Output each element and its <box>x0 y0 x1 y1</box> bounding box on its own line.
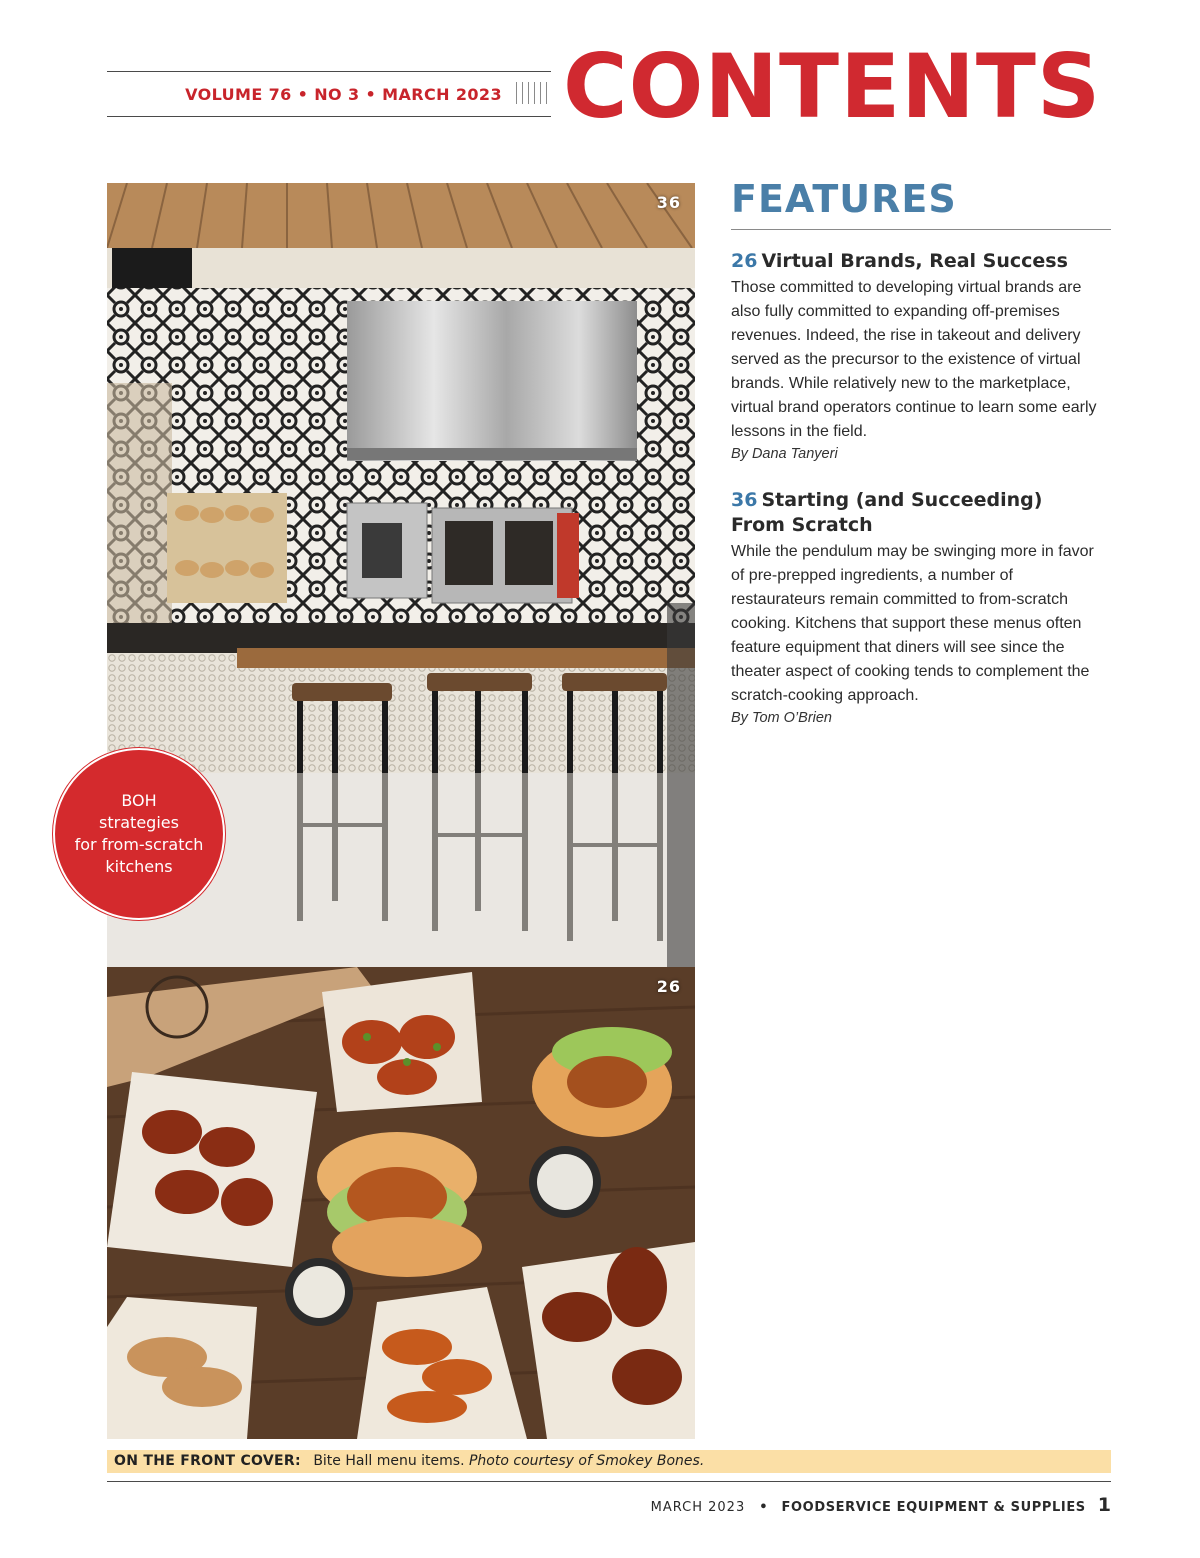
footer-publication: FOODSERVICE EQUIPMENT & SUPPLIES <box>781 1500 1086 1515</box>
feature-title[interactable] <box>731 488 1111 513</box>
page-number: 1 <box>1097 1494 1111 1516</box>
feature-title-text: Virtual Brands, Real Success <box>761 250 1068 272</box>
photo-page-tag-26: 26 <box>656 977 681 996</box>
photo-page-tag-36: 36 <box>656 193 681 212</box>
volume-issue-line: VOLUME 76 • NO 3 • MARCH 2023 <box>185 85 502 104</box>
masthead-rule-bottom <box>107 116 551 117</box>
decorative-ticks <box>516 82 552 106</box>
features-heading: FEATURES <box>731 177 957 221</box>
cover-caption-label: ON THE FRONT COVER: <box>114 1453 301 1469</box>
feature-item[interactable] <box>731 249 1111 462</box>
masthead-rule-top <box>107 71 551 72</box>
footer-month: MARCH 2023 <box>650 1500 746 1515</box>
cover-photo-credit: Photo courtesy of Smokey Bones. <box>468 1453 705 1469</box>
footer-separator: • <box>759 1500 768 1515</box>
feature-summary: Those committed to developing virtual brands are also fully committed to expanding off-premises revenues. Indeed, the rise in takeout and delivery served as the precursor to the existence of virtual brands. While relatively new to the marketplace, virtual brand operators continue to learn some early lessons in the field. <box>731 279 1097 440</box>
cover-caption-text: Bite Hall menu items. <box>313 1453 465 1469</box>
badge-line: strategies <box>99 813 179 832</box>
feature-title-line2: From Scratch <box>731 514 873 536</box>
badge-line: kitchens <box>105 857 173 876</box>
footer-rule <box>107 1481 1111 1482</box>
feature-page-number: 36 <box>731 489 758 511</box>
feature-page-number: 26 <box>731 250 758 272</box>
feature-byline: By Dana Tanyeri <box>731 446 838 462</box>
fried-chicken-spread-icon <box>107 967 695 1439</box>
feature-title-text: Starting (and Succeeding) <box>761 489 1043 511</box>
feature-byline: By Tom O’Brien <box>731 710 832 726</box>
feature-title[interactable] <box>731 249 1111 274</box>
features-rule <box>731 229 1111 230</box>
cover-caption <box>107 1450 1111 1473</box>
feature-badge[interactable] <box>53 748 225 920</box>
feature-item[interactable] <box>731 488 1111 726</box>
page-footer <box>651 1494 1111 1516</box>
page-title: CONTENTS <box>563 35 1102 138</box>
badge-line: BOH <box>121 791 157 810</box>
badge-line: for from-scratch <box>74 835 204 854</box>
feature-summary: While the pendulum may be swinging more in favor of pre-prepped ingredients, a number of restaurateurs remain committed to from-scratch cooking. Kitchens that support these menus often feature equipment that diners will see since the theater aspect of cooking tends to complement the scratch-cooking approach. <box>731 543 1094 704</box>
food-photo[interactable] <box>107 967 695 1439</box>
